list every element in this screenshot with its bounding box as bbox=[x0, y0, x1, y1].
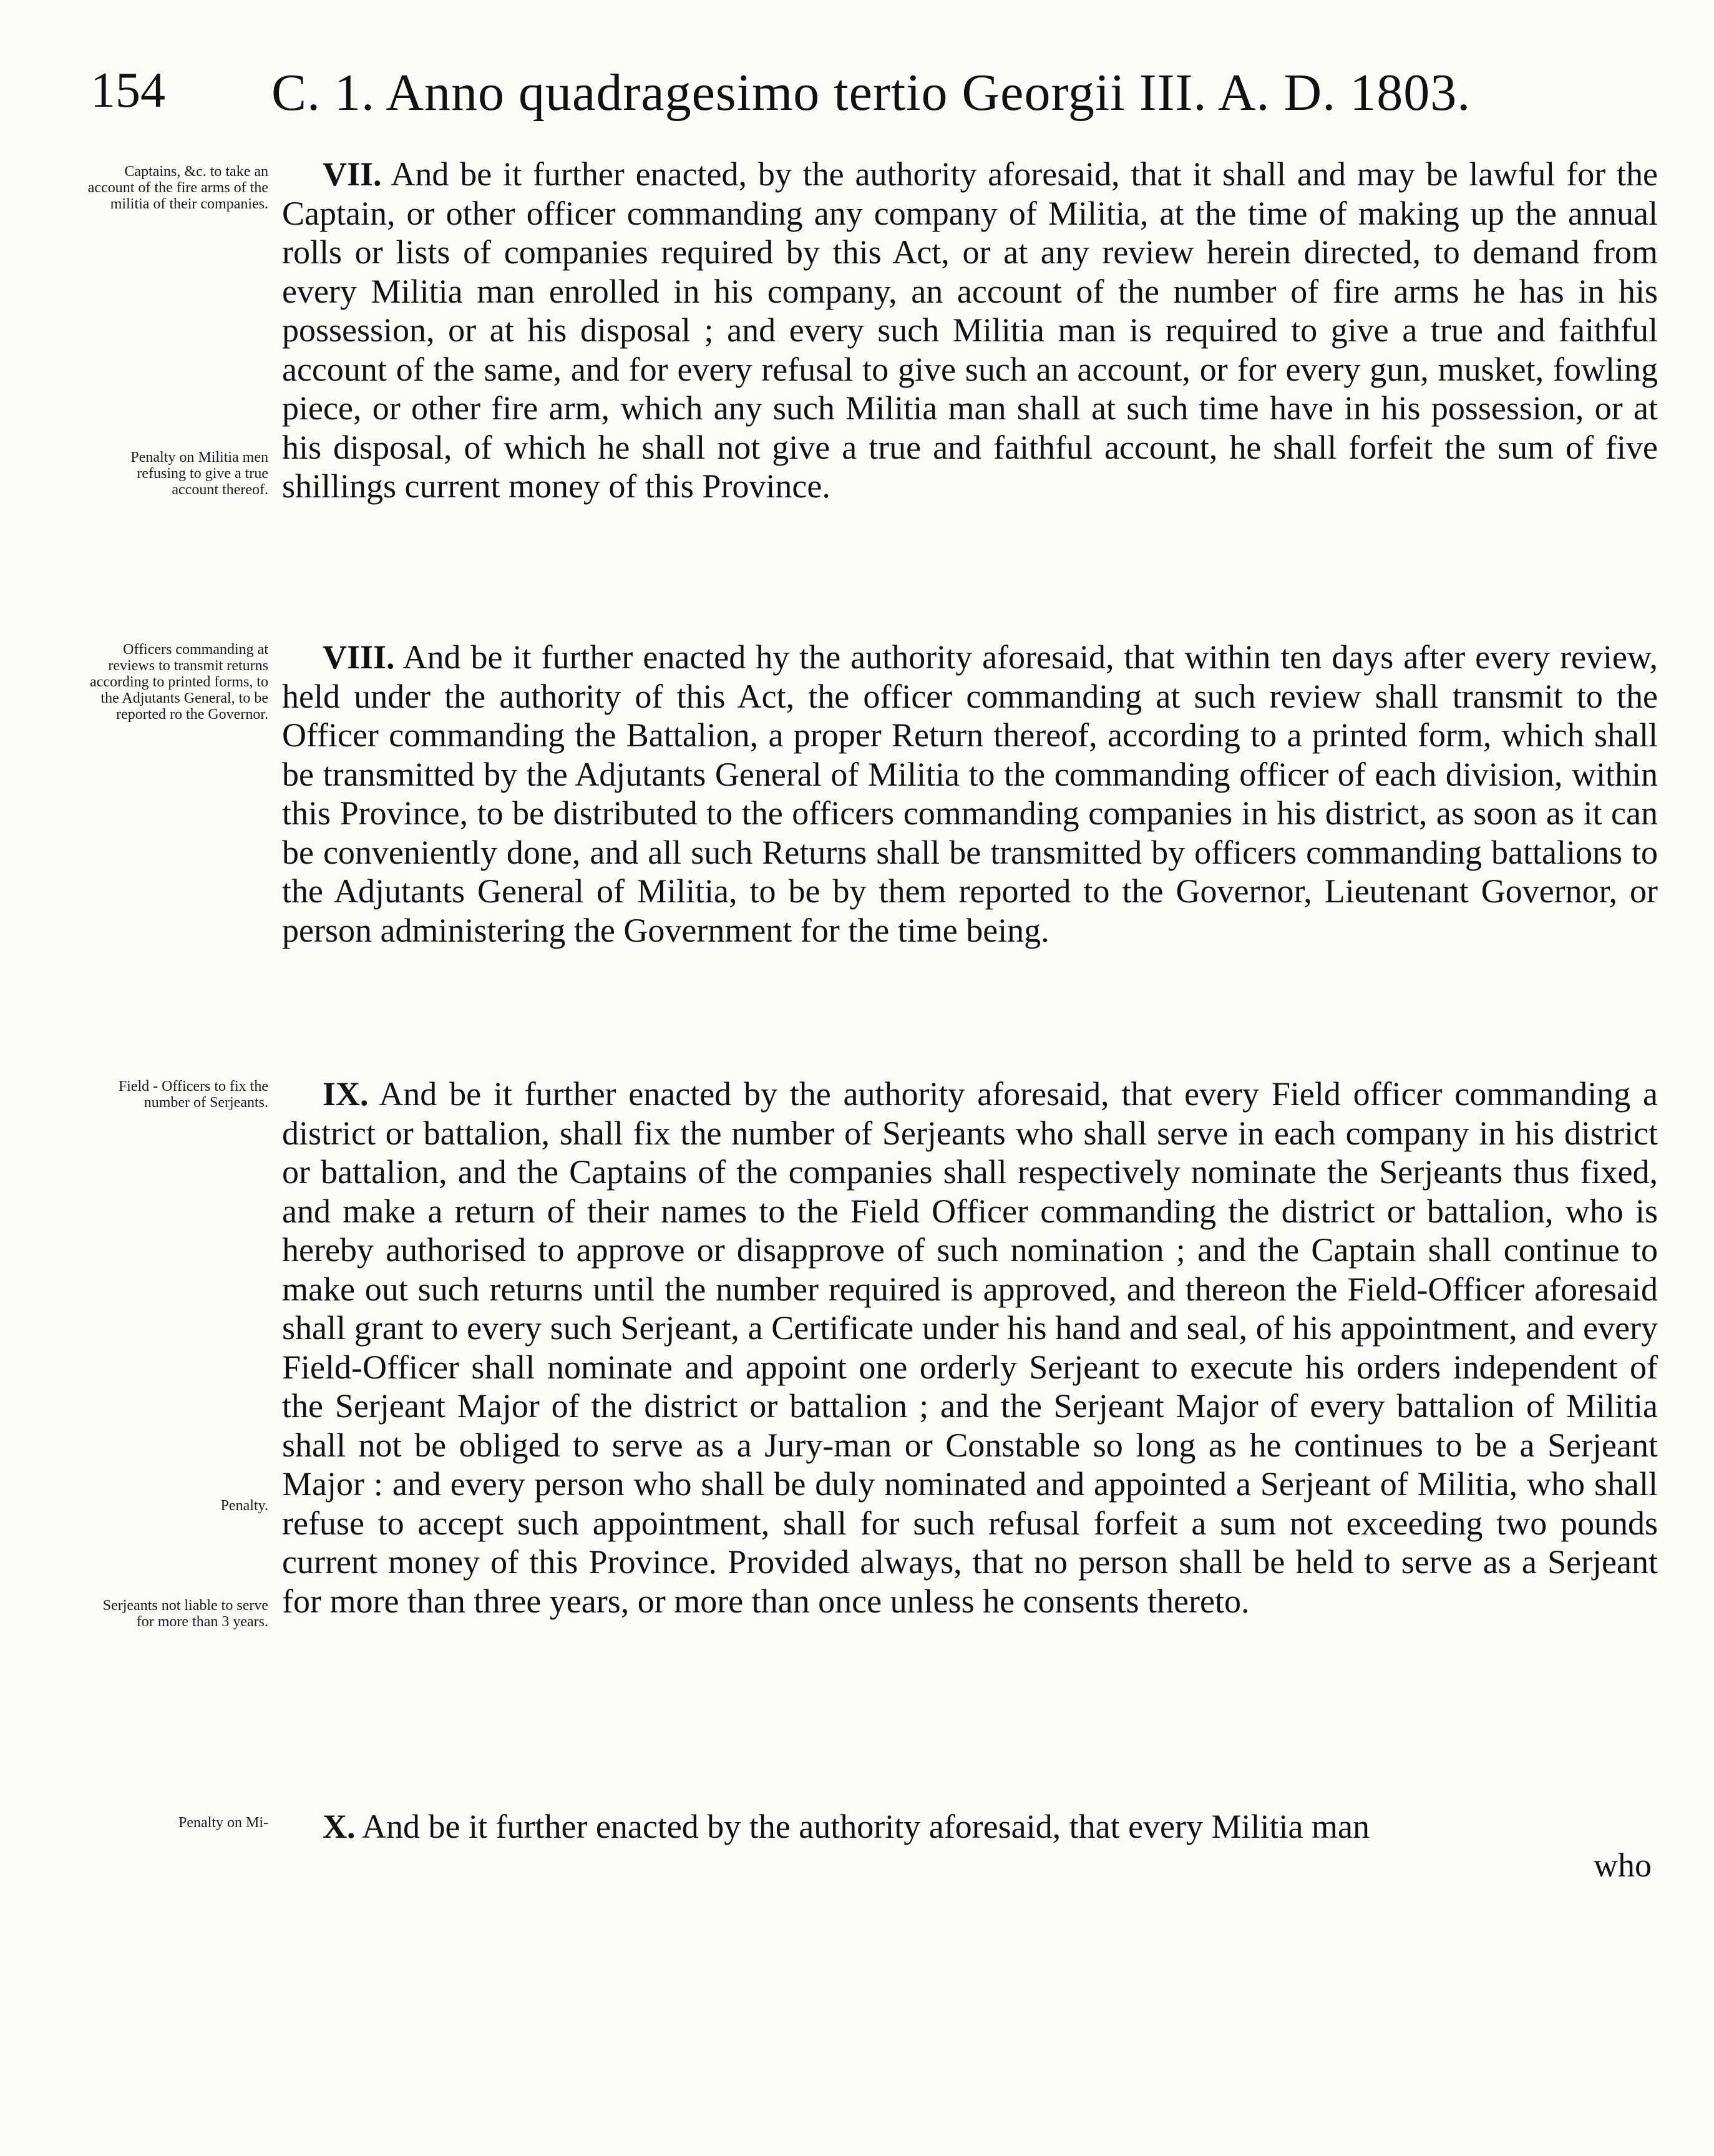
section-text: And be it further enacted by the authority aforesaid, that every Militia man bbox=[362, 1808, 1370, 1845]
margin-note-penalty-militia: Penalty on Militia men refusing to give a true account thereof. bbox=[130, 449, 268, 498]
margin-note-penalty-on-mi: Penalty on Mi- bbox=[178, 1815, 268, 1831]
section-viii bbox=[282, 638, 1658, 950]
margin-note-field-officers: Field - Officers to fix the number of Serjeants. bbox=[118, 1078, 268, 1111]
section-text: And be it further enacted by the authority aforesaid, that every Field officer commanding a district or battalion, shall fix the number of Serjeants who shall serve in each company in his district or battalion, and the Captains of the companies shall respectively nominate the Serjeants thus fixed, and make a return of their names to the Field Officer commanding the district or battalion, who is hereby authorised to approve or disapprove of such nomination ; and the Captain shall continue to make out such returns until the number required is approved, and thereon the Field-Officer aforesaid shall grant to every such Serjeant, a Certificate under his hand and seal, of his appointment, and every Field-Officer shall nominate and appoint one orderly Serjeant to execute his orders independent of the Serjeant Major of the district or battalion ; and the Serjeant Major of every battalion of Militia shall not be obliged to serve as a Jury-man or Constable so long as he continues to be a Serjeant Major : and every person who shall be duly nominated and appointed a Serjeant of Militia, who shall refuse to accept such appointment, shall for such refusal forfeit a sum not exceeding two pounds current money of this Province. Provided always, that no person shall be held to serve as a Serjeant for more than three years, or more than once unless he consents thereto. bbox=[282, 1075, 1658, 1620]
margin-note-captains: Captains, &c. to take an account of the fire arms of the militia of their companies. bbox=[87, 163, 268, 212]
section-vii bbox=[282, 155, 1658, 506]
section-number: VIII. bbox=[323, 638, 395, 676]
catchword: who bbox=[1594, 1846, 1652, 1884]
running-title: C. 1. Anno quadragesimo tertio Georgii III. A. D. 1803. bbox=[271, 64, 1471, 122]
margin-note-serjeants: Serjeants not liable to serve for more than 3 years. bbox=[102, 1597, 268, 1630]
section-text: And be it further enacted hy the authority aforesaid, that within ten days after every review, held under the authority of this Act, the officer commanding at such review shall transmit to the Officer commanding the Battalion, a proper Return thereof, according to a printed form, which shall be transmitted by the Adjutants General of Militia to the commanding officer of each division, within this Province, to be distributed to the officers commanding companies in his district, as soon as it can be conveniently done, and all such Returns shall be transmitted by officers commanding battalions to the Adjutants General of Militia, to be by them reported to the Governor, Lieutenant Governor, or person administering the Government for the time being. bbox=[282, 638, 1658, 949]
section-ix bbox=[282, 1075, 1658, 1621]
margin-note-penalty: Penalty. bbox=[220, 1498, 268, 1514]
margin-note-officers: Officers commanding at reviews to transmit returns according to printed forms, to the Adjutants General, to be reported ro the Governor. bbox=[90, 641, 268, 723]
section-number: X. bbox=[323, 1808, 356, 1845]
section-number: IX. bbox=[323, 1075, 369, 1113]
section-number: VII. bbox=[323, 155, 382, 193]
page-header bbox=[90, 56, 1663, 137]
page-number: 154 bbox=[90, 63, 165, 118]
section-x bbox=[282, 1807, 1658, 1846]
section-text: And be it further enacted, by the authority aforesaid, that it shall and may be lawful for the Captain, or other officer commanding any company of Militia, at the time of making up the annual rolls or lists of companies required by this Act, or at any review herein directed, to demand from every Militia man enrolled in his company, an account of the number of fire arms he has in his possession, or at his disposal ; and every such Militia man is required to give a true and faithful account of the same, and for every refusal to give such an account, or for every gun, musket, fowling piece, or other fire arm, which any such Militia man shall at such time have in his possession, or at his disposal, of which he shall not give a true and faithful account, he shall forfeit the sum of five shillings current money of this Province. bbox=[282, 155, 1658, 505]
